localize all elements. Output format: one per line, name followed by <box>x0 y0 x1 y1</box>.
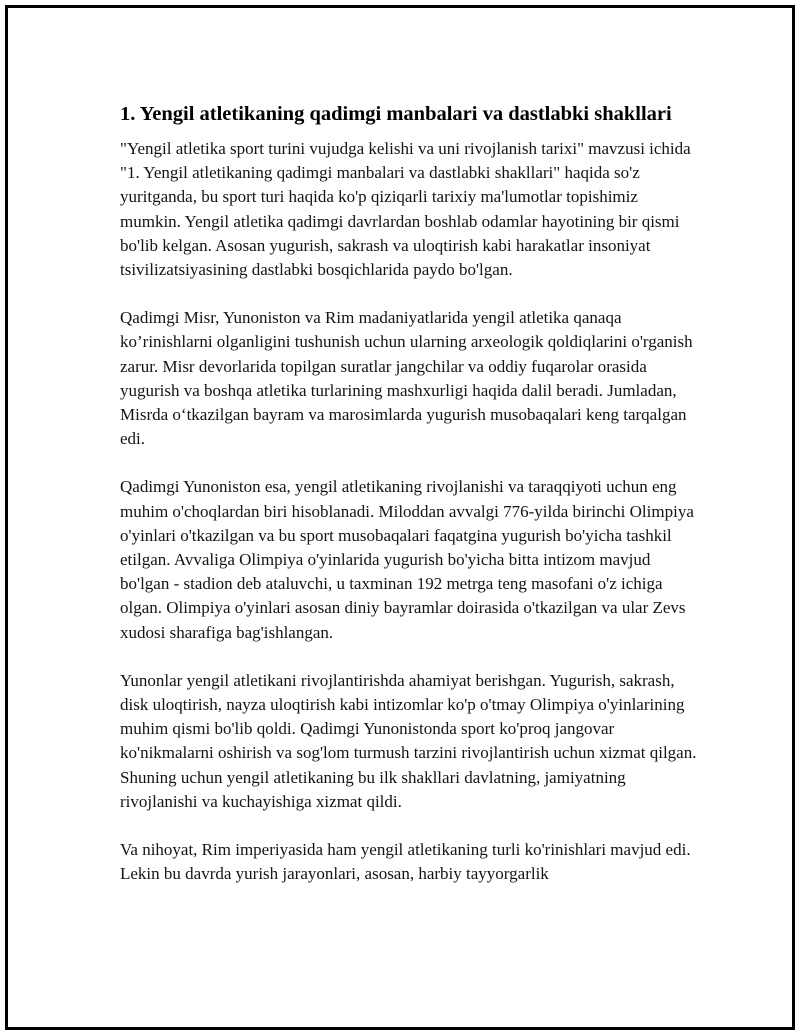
paragraph-5: Va nihoyat, Rim imperiyasida ham yengil atletikaning turli ko'rinishlari mavjud edi. Lekin bu davrda yurish jarayonlari, asosan, harbiy tayyorgarlik <box>120 840 691 884</box>
section-heading: 1. Yengil atletikaning qadimgi manbalari va dastlabki shakllari <box>120 103 672 125</box>
paragraph-3: Qadimgi Yunoniston esa, yengil atletikaning rivojlanishi va taraqqiyoti uchun eng muhim o'choqlardan biri hisoblanadi. Miloddan avvalgi 776-yilda birinchi Olimpiya o'yinlari o'tkazilgan va bu sport musobaqalari faqatgina yugurish bo'yicha tashkil etilgan. Avvaliga Olimpiya o'yinlarida yugurish bo'yicha bitta intizom mavjud bo'lgan - stadion deb ataluvchi, u taxminan 192 metrga teng masofani o'z ichiga olgan. Olimpiya o'yinlari asosan diniy bayramlar doirasida o'tkazilgan va ular Zevs xudosi sharafiga bag'ishlangan. <box>120 477 694 642</box>
document-body <box>120 100 700 910</box>
page-frame <box>5 5 795 1030</box>
paragraph-1: "Yengil atletika sport turini vujudga kelishi va uni rivojlanish tarixi" mavzusi ichida "1. Yengil atletikaning qadimgi manbalari va dastlabki shakllari" haqida so'z yuritganda, bu sport turi haqida ko'p qiziqarli tarixiy ma'lumotlar topishimiz mumkin. Yengil atletika qadimgi davrlardan boshlab odamlar hayotining bir qismi bo'lib kelgan. Asosan yugurish, sakrash va uloqtirish kabi harakatlar insoniyat tsivilizatsiyasining dastlabki bosqichlarida paydo bo'lgan. <box>120 139 691 280</box>
paragraph-4: Yunonlar yengil atletikani rivojlantirishda ahamiyat berishgan. Yugurish, sakrash, disk uloqtirish, nayza uloqtirish kabi intizomlar ko'p o'tmay Olimpiya o'yinlarining muhim qismi bo'lib qoldi. Qadimgi Yunonistonda sport ko'proq jangovar ko'nikmalarni oshirish va sog'lom turmush tarzini rivojlantirish uchun xizmat qilgan. Shuning uchun yengil atletikaning bu ilk shakllari davlatning, jamiyatning rivojlanishi va kuchayishiga xizmat qildi. <box>120 670 697 811</box>
paragraph-2: Qadimgi Misr, Yunoniston va Rim madaniyatlarida yengil atletika qanaqa ko’rinishlarni olganligini tushunish uchun ularning arxeologik qoldiqlarini o'rganish zarur. Misr devorlarida topilgan suratlar jangchilar va oddiy fuqarolar orasida yugurish va boshqa atletika turlarining mashxurligi haqida dalil beradi. Jumladan, Misrda o‘tkazilgan bayram va marosimlarda yugurish musobaqalari keng tarqalgan edi. <box>120 308 693 449</box>
